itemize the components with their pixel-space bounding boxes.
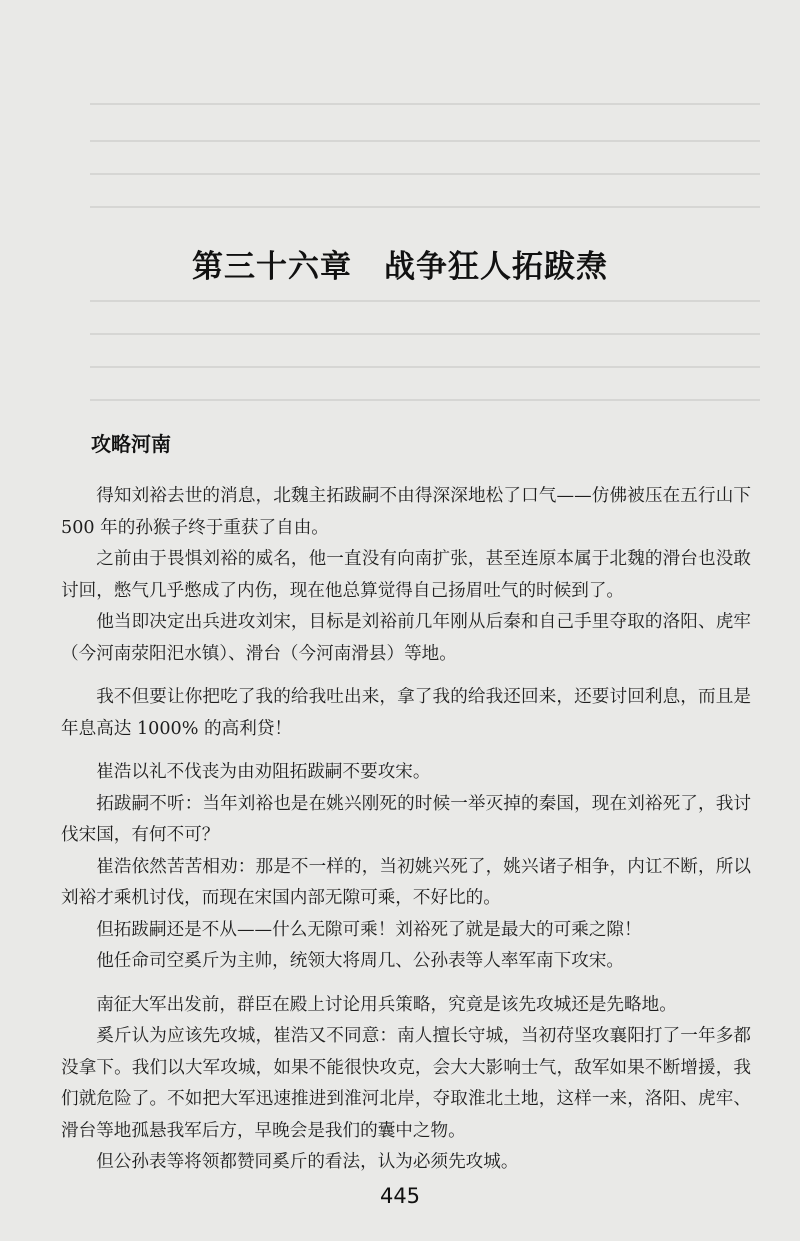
paragraph: 但公孙表等将领都赞同奚斤的看法，认为必须先攻城。 bbox=[96, 1152, 519, 1172]
show-through-line bbox=[90, 173, 760, 175]
paragraph: 拓跋嗣不听：当年刘裕也是在姚兴刚死的时候一举灭掉的秦国，现在刘裕死了，我讨伐宋国，有何不可？ bbox=[61, 793, 751, 845]
show-through-line bbox=[90, 333, 760, 335]
body-text bbox=[61, 481, 751, 1179]
paragraph: 崔浩以礼不伐丧为由劝阻拓跋嗣不要攻宋。 bbox=[96, 762, 431, 782]
paragraph: 南征大军出发前，群臣在殿上讨论用兵策略，究竟是该先攻城还是先略地。 bbox=[96, 994, 677, 1015]
paragraph: 得知刘裕去世的消息，北魏主拓跋嗣不由得深深地松了口气——仿佛被压在五行山下 500 年的孙猴子终于重获了自由。 bbox=[61, 486, 751, 538]
chapter-title: 第三十六章 战争狂人拓跋焘 bbox=[192, 249, 608, 285]
paragraph: 我不但要让你把吃了我的给我吐出来，拿了我的给我还回来，还要讨回利息，而且是年息高达 1000% 的高利贷！ bbox=[61, 687, 751, 739]
show-through-line bbox=[90, 206, 760, 208]
paragraph: 但拓跋嗣还是不从——什么无隙可乘！刘裕死了就是最大的可乘之隙！ bbox=[96, 919, 642, 940]
paragraph: 他任命司空奚斤为主帅，统领大将周几、公孙表等人率军南下攻宋。 bbox=[96, 951, 625, 971]
paragraph: 奚斤认为应该先攻城，崔浩又不同意：南人擅长守城，当初苻坚攻襄阳打了一年多都没拿下。我们以大军攻城，如果不能很快攻克，会大大影响士气，敌军如果不断增援，我们就危险了。不如把大军迅速推进到淮河北岸，夺取淮北土地，这样一来，洛阳、虎牢、滑台等地孤悬我军后方，早晚会是我们的囊中之物。 bbox=[61, 1026, 751, 1141]
page-number: 445 bbox=[379, 1184, 421, 1208]
show-through-line bbox=[90, 140, 760, 142]
paragraph: 崔浩依然苦苦相劝：那是不一样的，当初姚兴死了，姚兴诸子相争，内讧不断，所以刘裕才乘机讨伐，而现在宋国内部无隙可乘，不好比的。 bbox=[61, 856, 751, 908]
show-through-line bbox=[90, 300, 760, 302]
show-through-line bbox=[90, 103, 760, 105]
paragraph: 之前由于畏惧刘裕的威名，他一直没有向南扩张，甚至连原本属于北魏的滑台也没敢讨回，憋气几乎憋成了内伤，现在他总算觉得自己扬眉吐气的时候到了。 bbox=[61, 549, 751, 601]
paragraph: 他当即决定出兵进攻刘宋，目标是刘裕前几年刚从后秦和自己手里夺取的洛阳、虎牢（今河南荥阳汜水镇）、滑台（今河南滑县）等地。 bbox=[61, 612, 751, 664]
section-heading: 攻略河南 bbox=[91, 432, 171, 456]
show-through-line bbox=[90, 366, 760, 368]
show-through-line bbox=[90, 399, 760, 401]
